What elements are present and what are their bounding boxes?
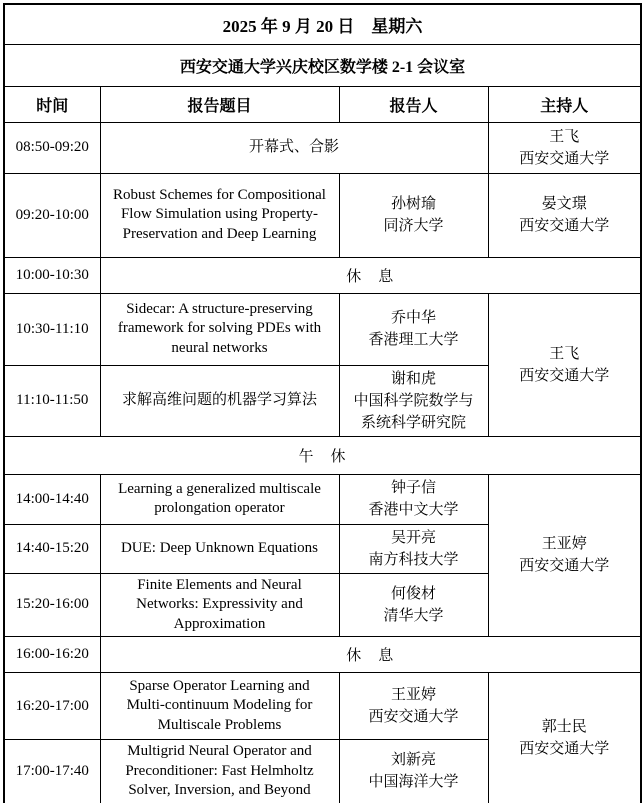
- time-cell: 10:30-11:10: [4, 293, 100, 365]
- talk-title: DUE: Deep Unknown Equations: [100, 524, 339, 573]
- speaker-name: 谢和虎: [390, 370, 436, 387]
- chair-org: 西安交通大学: [519, 558, 610, 575]
- speaker-name: 刘新亮: [390, 752, 436, 769]
- time-cell: 16:20-17:00: [4, 673, 100, 740]
- talk-title: Sidecar: A structure-preserving framework for solving PDEs with neural networks: [100, 293, 339, 365]
- speaker-cell: [339, 293, 488, 365]
- speaker-name: 吴开亮: [390, 529, 436, 546]
- talk-title: 求解高维问题的机器学习算法: [100, 365, 339, 436]
- chair-org: 西安交通大学: [519, 740, 610, 757]
- venue-title: 西安交通大学兴庆校区数学楼 2-1 会议室: [4, 44, 641, 86]
- talk-title: Learning a generalized multiscale prolongation operator: [100, 474, 339, 524]
- chair-name: 郭士民: [541, 718, 587, 735]
- time-cell: 11:10-11:50: [4, 365, 100, 436]
- speaker-name: 孙树瑜: [390, 196, 436, 212]
- break-label: 休 息: [100, 257, 641, 293]
- chair-name: 晏文璟: [541, 196, 587, 212]
- time-cell: 17:00-17:40: [4, 740, 100, 803]
- time-cell: 08:50-09:20: [4, 122, 100, 173]
- speaker-org: 中国海洋大学: [368, 774, 459, 791]
- speaker-cell: [339, 524, 488, 573]
- time-cell: 09:20-10:00: [4, 173, 100, 257]
- date-title: 2025 年 9 月 20 日 星期六: [4, 4, 641, 44]
- talk-title: Finite Elements and Neural Networks: Expressivity and Approximation: [100, 573, 339, 637]
- speaker-org: 清华大学: [383, 607, 444, 624]
- chair-cell: [488, 673, 641, 803]
- date-row: [4, 4, 641, 44]
- speaker-name: 乔中华: [390, 310, 436, 326]
- chair-name: 王亚婷: [541, 536, 587, 553]
- speaker-org: 南方科技大学: [368, 551, 459, 568]
- chair-org: 西安交通大学: [519, 150, 610, 167]
- speaker-org: 同济大学: [383, 218, 444, 234]
- speaker-name: 王亚婷: [390, 687, 436, 703]
- col-header-time: 时间: [4, 86, 100, 122]
- chair-name: 王飞: [549, 345, 580, 362]
- speaker-cell: [339, 365, 488, 436]
- lunch-label: 午 休: [4, 436, 641, 474]
- time-cell: 10:00-10:30: [4, 257, 100, 293]
- break-row-1: [4, 257, 641, 293]
- col-header-title: 报告题目: [100, 86, 339, 122]
- col-header-chair: 主持人: [488, 86, 641, 122]
- time-cell: 14:40-15:20: [4, 524, 100, 573]
- speaker-cell: [339, 740, 488, 803]
- speaker-name: 钟子信: [390, 480, 436, 496]
- session-row-opening: [4, 122, 641, 173]
- chair-cell: [488, 293, 641, 436]
- talk-title: Robust Schemes for Compositional Flow Simulation using Property-Preservation and Deep Learning: [100, 173, 339, 257]
- chair-cell: [488, 474, 641, 637]
- chair-name: 王飞: [549, 128, 580, 145]
- talk-title: 开幕式、合影: [100, 122, 488, 173]
- session-row-talk7: [4, 673, 641, 740]
- speaker-cell: [339, 673, 488, 740]
- speaker-org: 香港理工大学: [368, 332, 459, 348]
- speaker-name: 何俊材: [390, 585, 436, 602]
- venue-row: [4, 44, 641, 86]
- speaker-cell: [339, 573, 488, 637]
- time-cell: 14:00-14:40: [4, 474, 100, 524]
- speaker-org: 西安交通大学: [368, 709, 459, 725]
- session-row-talk2: [4, 293, 641, 365]
- talk-title: Sparse Operator Learning and Multi-continuum Modeling for Multiscale Problems: [100, 673, 339, 740]
- time-cell: 15:20-16:00: [4, 573, 100, 637]
- chair-org: 西安交通大学: [519, 218, 610, 234]
- speaker-org: 香港中文大学: [368, 502, 459, 518]
- column-header-row: [4, 86, 641, 122]
- time-cell: 16:00-16:20: [4, 637, 100, 673]
- speaker-org: 中国科学院数学与系统科学研究院: [353, 392, 474, 431]
- chair-org: 西安交通大学: [519, 367, 610, 384]
- chair-cell: [488, 122, 641, 173]
- break-row-2: [4, 637, 641, 673]
- lunch-row: [4, 436, 641, 474]
- col-header-speaker: 报告人: [339, 86, 488, 122]
- speaker-cell: [339, 474, 488, 524]
- schedule-table: [3, 3, 642, 803]
- session-row-talk1: [4, 173, 641, 257]
- talk-title: Multigrid Neural Operator and Preconditioner: Fast Helmholtz Solver, Inversion, and Beyond: [100, 740, 339, 803]
- chair-cell: [488, 173, 641, 257]
- break-label: 休 息: [100, 637, 641, 673]
- session-row-talk4: [4, 474, 641, 524]
- speaker-cell: [339, 173, 488, 257]
